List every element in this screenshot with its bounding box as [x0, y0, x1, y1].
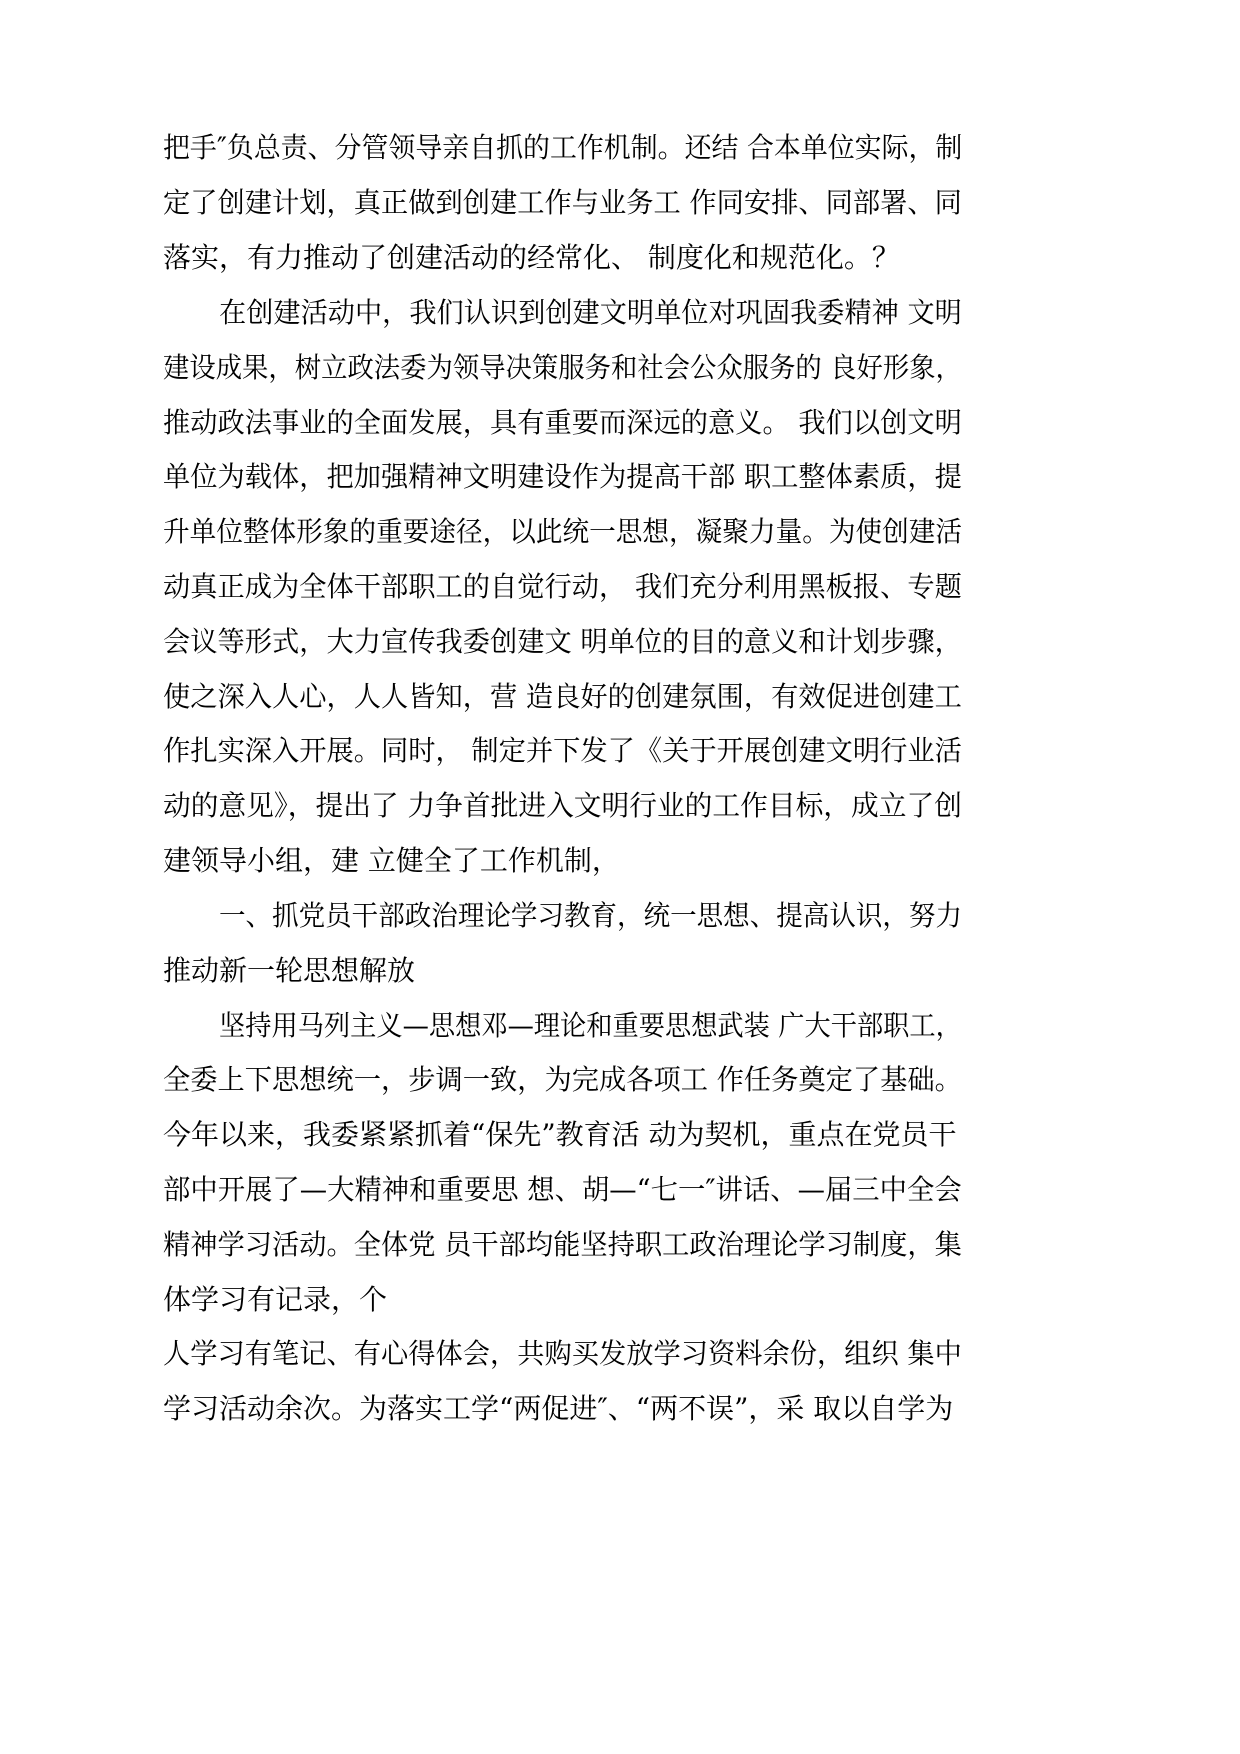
text-line: 学习活动余次。为落实工学“两促进″、“两不误”，采 取以自学为 [163, 1392, 954, 1425]
text-line: 动真正成为全体干部职工的自觉行动， 我们充分利用黑板报、专题 [163, 570, 962, 603]
text-line: 精神学习活动。全体党 员干部均能坚持职工政治理论学习制度，集 [163, 1228, 962, 1261]
text-line: 会议等形式，大力宣传我委创建文 明单位的目的意义和计划步骤， [163, 625, 962, 658]
text-line: 人学习有笔记、有心得体会，共购买发放学习资料余份，组织 集中 [163, 1337, 962, 1370]
section-heading-line: 推动新一轮思想解放 [163, 954, 416, 987]
text-line: 体学习有记录，个 [163, 1283, 388, 1316]
text-line: 落实，有力推动了创建活动的经常化、 制度化和规范化。？ [163, 241, 900, 274]
section-heading-line: 一、抓党员干部政治理论学习教育，统一思想、提高认识，努力 [219, 899, 963, 932]
text-line: 建设成果，树立政法委为领导决策服务和社会公众服务的 良好形象， [163, 351, 962, 384]
text-line: 建领导小组，建 立健全了工作机制， [163, 844, 620, 877]
paragraph-start-line: 在创建活动中，我们认识到创建文明单位对巩固我委精神 文明 [219, 296, 962, 329]
text-line: 作扎实深入开展。同时， 制定并下发了《关于开展创建文明行业活 [163, 734, 962, 767]
text-line: 今年以来，我委紧紧抓着“保先”教育活 动为契机，重点在党员干 [163, 1118, 957, 1151]
text-line: 使之深入人心，人人皆知，营 造良好的创建氛围，有效促进创建工 [163, 680, 962, 713]
text-line: 动的意见》，提出了 力争首批进入文明行业的工作目标，成立了创 [163, 789, 962, 822]
text-line: 升单位整体形象的重要途径，以此统一思想，凝聚力量。为使创建活 [163, 515, 963, 548]
text-line: 全委上下思想统一，步调一致，为完成各项工 作任务奠定了基础。 [163, 1063, 962, 1096]
paragraph-start-line: 坚持用马列主义—思想邓—理论和重要思想武装 广大干部职工， [219, 1009, 962, 1042]
text-line: 部中开展了—大精神和重要思 想、胡—“七一″讲话、—届三中全会 [163, 1173, 962, 1206]
text-line: 单位为载体，把加强精神文明建设作为提高干部 职工整体素质，提 [163, 460, 962, 493]
text-line: 把手″负总责、分管领导亲自抓的工作机制。还结 合本单位实际，制 [163, 131, 963, 164]
text-line: 定了创建计划，真正做到创建工作与业务工 作同安排、同部署、同 [163, 186, 962, 219]
text-line: 推动政法事业的全面发展，具有重要而深远的意义。 我们以创文明 [163, 406, 962, 439]
